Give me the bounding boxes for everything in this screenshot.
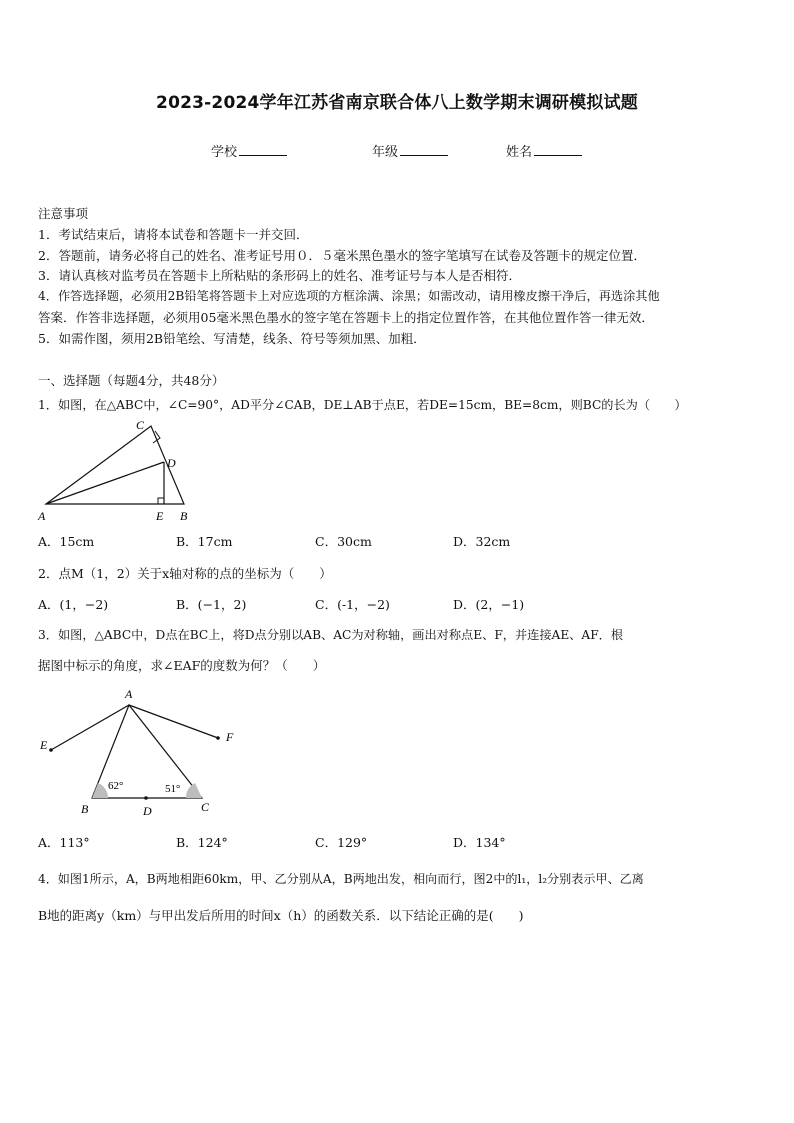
q3-triangle-figure — [36, 685, 246, 820]
name-field — [506, 141, 582, 160]
option-b[interactable]: B．17cm — [176, 534, 233, 549]
question-3-text-line1: 3．如图，△ABC中，D点在BC上，将D点分别以AB、AC为对称轴，画出对称点E、F，并连接AE、AF．根 — [38, 628, 624, 642]
notice-item: 答案．作答非选择题，必须用05毫米黑色墨水的签字笔在答题卡上的指定位置作答，在其他位置作答一律无效． — [38, 310, 654, 325]
name-label: 姓名 — [506, 145, 533, 160]
question-4-text-line1: 4．如图1所示，A，B两地相距60km，甲、乙分别从A，B两地出发，相向而行，图2中的l₁，l₂分别表示甲、乙离 — [38, 872, 644, 886]
q3-options — [0, 833, 794, 851]
option-c[interactable]: C．129° — [315, 835, 368, 850]
label-A: A — [38, 509, 46, 523]
school-label: 学校 — [211, 145, 238, 160]
option-b[interactable]: B．124° — [176, 835, 228, 850]
option-c[interactable]: C．30cm — [315, 534, 372, 549]
label-B: B — [180, 509, 188, 523]
q1-options — [0, 532, 794, 550]
grade-label: 年级 — [372, 145, 399, 160]
option-a[interactable]: A．15cm — [38, 534, 95, 549]
notice-item: 3．请认真核对监考员在答题卡上所粘贴的条形码上的姓名、准考证号与本人是否相符． — [38, 268, 521, 283]
section-heading: 一、选择题（每题4分，共48分） — [38, 373, 225, 388]
grade-field — [372, 141, 448, 160]
option-a[interactable]: A．113° — [38, 835, 90, 850]
question-3-text-line2: 据图中标示的角度，求∠EAF的度数为何？（ ） — [38, 658, 326, 673]
label-F: F — [226, 730, 234, 744]
q2-options — [0, 595, 794, 613]
question-4-text-line2: B地的距离y（km）与甲出发后所用的时间x（h）的函数关系．以下结论正确的是( ) — [38, 908, 524, 923]
name-blank[interactable] — [534, 144, 582, 156]
label-B: B — [81, 802, 89, 816]
option-d[interactable]: D．(2，−1) — [453, 597, 525, 612]
option-d[interactable]: D．134° — [453, 835, 506, 850]
notice-heading: 注意事项 — [38, 206, 89, 221]
notice-item: 2．答题前，请务必将自己的姓名、准考证号用０．５毫米黑色墨水的签字笔填写在试卷及答题卡的规定位置． — [38, 248, 646, 263]
school-field — [211, 141, 287, 160]
label-A: A — [125, 687, 133, 701]
notice-item: 4．作答选择题，必须用2B铅笔将答题卡上对应选项的方框涂满、涂黑；如需改动，请用橡皮擦干净后，再选涂其他 — [38, 289, 660, 303]
label-D: D — [143, 804, 152, 818]
label-C: C — [201, 800, 210, 814]
option-b[interactable]: B．(−1，2) — [176, 597, 247, 612]
question-2-text: 2．点M（1，2）关于x轴对称的点的坐标为（ ） — [38, 566, 332, 581]
angle-c-label: 51° — [165, 783, 181, 795]
option-a[interactable]: A．(1，−2) — [38, 597, 109, 612]
q1-triangle-figure — [34, 414, 194, 526]
option-d[interactable]: D．32cm — [453, 534, 511, 549]
school-blank[interactable] — [239, 144, 287, 156]
notice-item: 1．考试结束后，请将本试卷和答题卡一并交回． — [38, 227, 309, 242]
option-c[interactable]: C．(-1，−2) — [315, 597, 390, 612]
label-E: E — [40, 738, 48, 752]
label-E: E — [156, 509, 164, 523]
label-D: D — [167, 456, 176, 470]
grade-blank[interactable] — [400, 144, 448, 156]
notice-item: 5．如需作图，须用2B铅笔绘、写清楚，线条、符号等须加黑、加粗． — [38, 331, 426, 346]
page-title: 2023-2024学年江苏省南京联合体八上数学期末调研模拟试题 — [156, 93, 638, 113]
question-1-text: 1．如图，在△ABC中，∠C=90°，AD平分∠CAB，DE⊥AB于点E，若DE=15cm，BE=8cm，则BC的长为（ ） — [38, 398, 687, 412]
angle-b-label: 62° — [108, 780, 124, 792]
label-C: C — [136, 418, 145, 432]
